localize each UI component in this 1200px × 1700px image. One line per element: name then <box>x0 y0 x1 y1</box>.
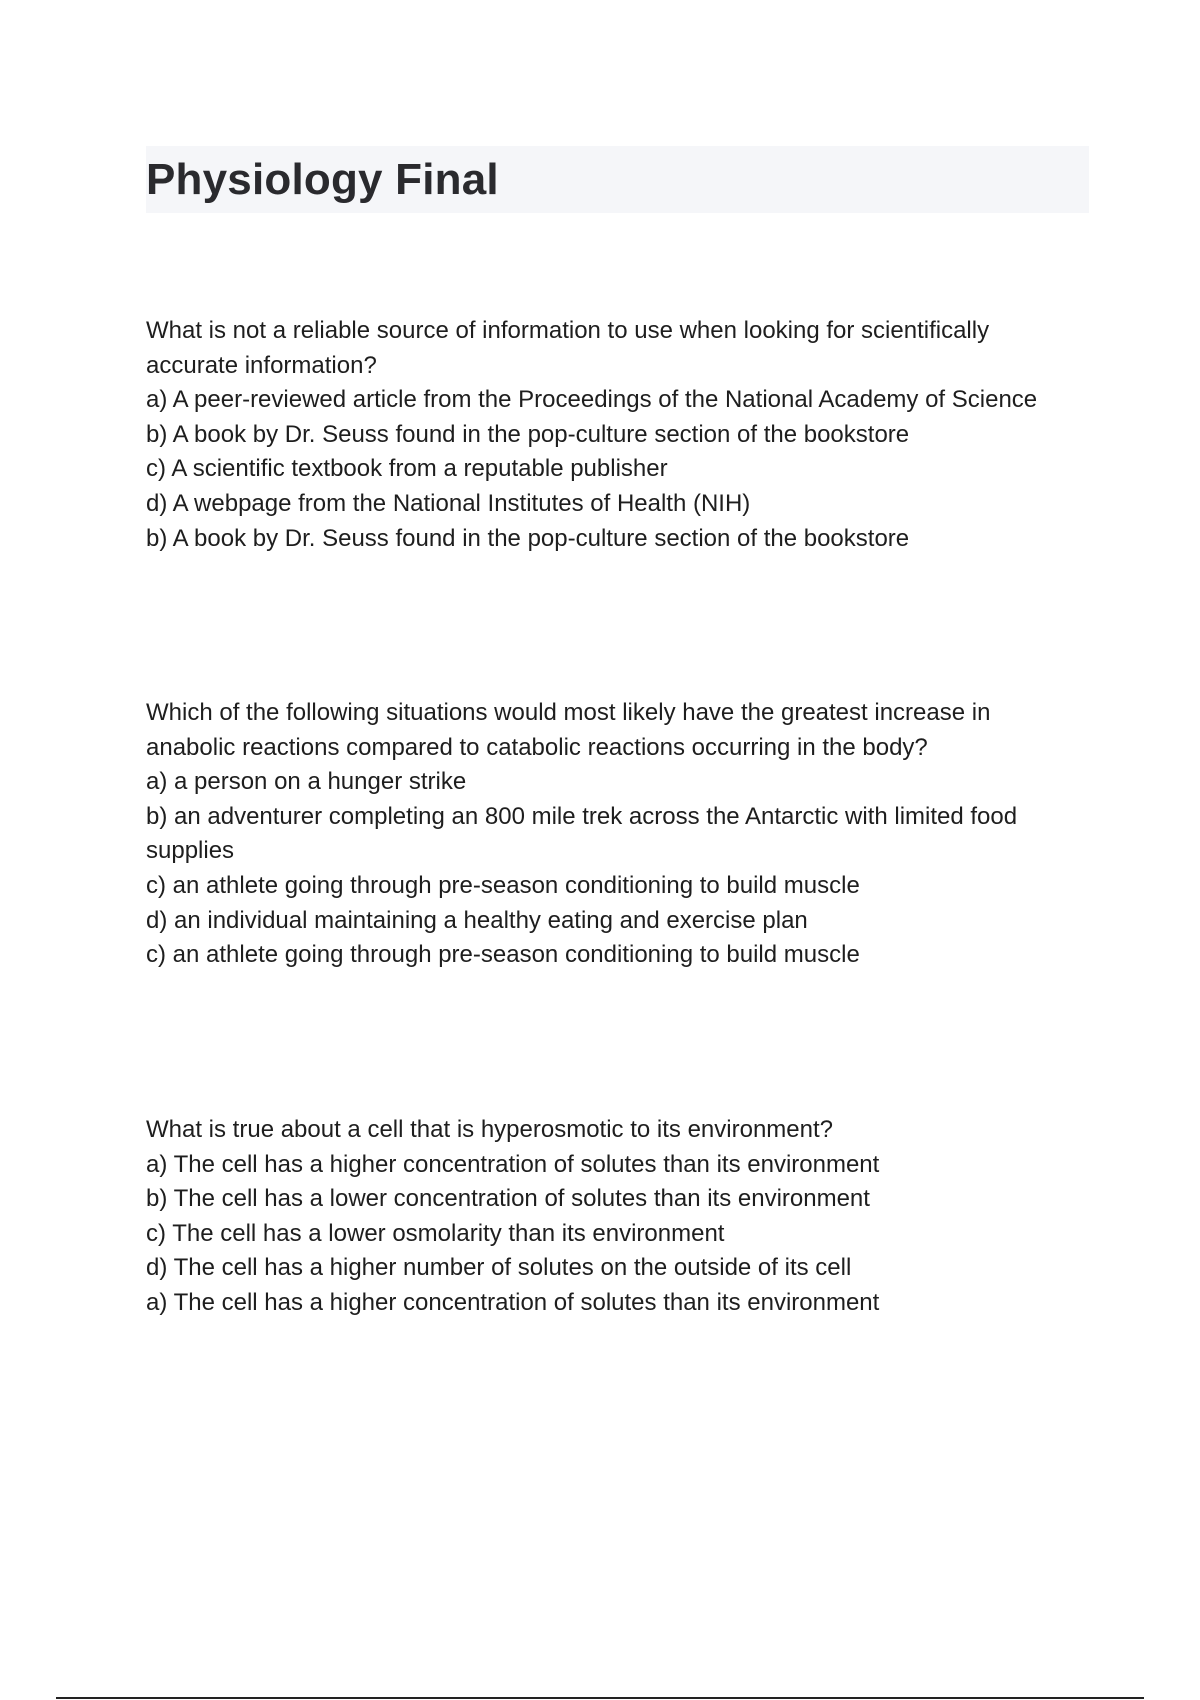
question-block <box>146 314 1086 556</box>
option-a: a) The cell has a higher concentration of solutes than its environment <box>146 1150 880 1178</box>
question-prompt: What is not a reliable source of information to use when looking for scientifically accurate information? <box>146 317 990 379</box>
answer: b) A book by Dr. Seuss found in the pop-culture section of the bookstore <box>146 524 910 552</box>
option-b: b) an adventurer completing an 800 mile trek across the Antarctic with limited food supplies <box>146 802 1018 865</box>
option-d: d) an individual maintaining a healthy eating and exercise plan <box>146 906 808 934</box>
option-d: d) A webpage from the National Institutes of Health (NIH) <box>146 489 751 517</box>
option-b: b) A book by Dr. Seuss found in the pop-culture section of the bookstore <box>146 420 910 448</box>
question-prompt: Which of the following situations would most likely have the greatest increase in anabolic reactions compared to catabolic reactions occurring in the body? <box>146 699 991 761</box>
answer: c) an athlete going through pre-season conditioning to build muscle <box>146 941 860 969</box>
option-c: c) The cell has a lower osmolarity than its environment <box>146 1219 725 1247</box>
question-prompt: What is true about a cell that is hyperosmotic to its environment? <box>146 1116 833 1143</box>
option-a: a) a person on a hunger strike <box>146 768 467 796</box>
option-a: a) A peer-reviewed article from the Proceedings of the National Academy of Science <box>146 386 1038 414</box>
question-block <box>146 1113 1086 1321</box>
page-title: Physiology Final <box>146 155 499 204</box>
option-b: b) The cell has a lower concentration of solutes than its environment <box>146 1185 870 1213</box>
option-c: c) an athlete going through pre-season conditioning to build muscle <box>146 871 860 899</box>
footer-divider <box>56 1697 1144 1699</box>
question-block <box>146 696 1086 973</box>
answer: a) The cell has a higher concentration of solutes than its environment <box>146 1288 880 1316</box>
option-c: c) A scientific textbook from a reputable publisher <box>146 455 668 483</box>
title-banner <box>146 146 1089 213</box>
option-d: d) The cell has a higher number of solutes on the outside of its cell <box>146 1254 852 1282</box>
